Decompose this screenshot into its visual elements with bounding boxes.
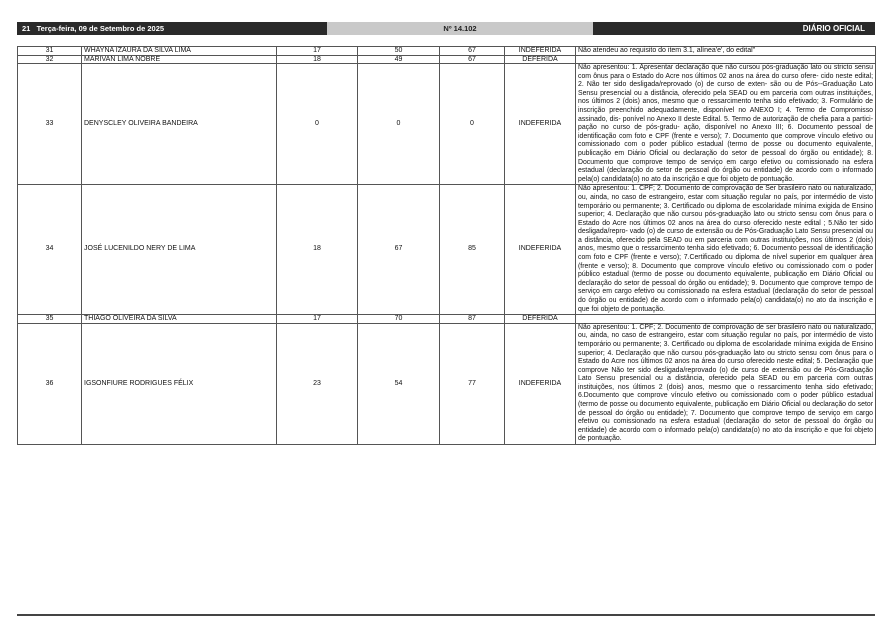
- score-a: 17: [277, 315, 358, 324]
- candidate-name: IGSONFIURE RODRIGUES FÉLIX: [82, 323, 277, 444]
- status: INDEFERIDA: [505, 185, 576, 315]
- candidate-name: JOSÉ LUCENILDO NERY DE LIMA: [82, 185, 277, 315]
- score-b: 54: [358, 323, 440, 444]
- score-b: 49: [358, 55, 440, 64]
- row-number: 34: [18, 185, 82, 315]
- observation: Não apresentou: 1. Apresentar declaração que não cursou pós-graduação lato ou stricto sensu com ônus para o Estado do Acre nos últimos 02 anos na área do curso ofere- cido neste edital; 2. Não ter sido desligada/reprovado (o) de curso de exten- são ou de Pós--Graduação Lato Sensu presencial ou a distância, oferecido pela SEAD ou em parceria com outras instituições, nos últimos 2 (dois) anos, mesmo que o ressarcimento tenha sido efetivado; 3. Formulário de inscrição preenchido adequadamente, disponível no ANEXO I; 4. Termo de Compromisso assinado, dis- ponível no Anexo II deste Edital. 5. Termo de autorização de chefia para a partici- pação no curso de pós-gradu- ação, disponível no Anexo III; 6. Documento pessoal de identificação com foto e CPF (frente e verso); 7. Documento que comprove vínculo efetivo ou comissionado com o poder público estadual (termo de posse ou documento equivalente, publicação em Diário Oficial ou declaração do setor de pessoal do órgão ou entidade); 8. Documento que comprove tempo de serviço em cargo efetivo ou comissionado na esfera estadual (declaração do setor de pessoal do órgão ou entidade) de acordo com o informado pela(o) candidata(o) no ato da inscrição e que foi objeto de pontuação.: [576, 64, 876, 185]
- score-b: 67: [358, 185, 440, 315]
- score-b: 50: [358, 47, 440, 56]
- score-total: 67: [440, 55, 505, 64]
- row-number: 35: [18, 315, 82, 324]
- candidate-name: DENYSCLEY OLIVEIRA BANDEIRA: [82, 64, 277, 185]
- score-a: 17: [277, 47, 358, 56]
- status: INDEFERIDA: [505, 64, 576, 185]
- table-row: [18, 55, 876, 64]
- row-number: 31: [18, 47, 82, 56]
- score-total: 85: [440, 185, 505, 315]
- status: DEFERIDA: [505, 55, 576, 64]
- table-row: [18, 47, 876, 56]
- header-left: [22, 24, 164, 33]
- status: DEFERIDA: [505, 315, 576, 324]
- publication-title: DIÁRIO OFICIAL: [802, 24, 865, 33]
- row-number: 33: [18, 64, 82, 185]
- score-b: 70: [358, 315, 440, 324]
- score-total: 87: [440, 315, 505, 324]
- score-total: 0: [440, 64, 505, 185]
- page-header: [17, 22, 875, 35]
- observation: Não apresentou: 1. CPF; 2. Documento de comprovação de ser brasileiro nato ou naturalizado, ou, ainda, no caso de estrangeiro, estar com situação regular no país, por intermédio de visto temporário ou permanente; 3. Certificado ou diploma de escolaridade mínima exigida de Ensino superior; 4. Declaração que não cursou pós-graduação lato ou stricto sensu com ônus para o Estado do Acre nos últimos 02 anos na área do curso oferecido neste edital; 5. Declaração que comprove Não ter sido desligada/reprovado (o) de curso de extensão ou de Pós-Graduação Lato Sensu presencial ou a distância, oferecido pela SEAD ou em parceria com outras instituições, nos últimos 2 (dois) anos, mesmo que o ressarcimento tenha sido efetivado; 6.Documento que comprove vínculo efetivo ou comissionado com o poder público estadual (termo de posse ou documento equivalente, publicação em Diário Oficial ou declaração do setor de pessoal do órgão ou entidade); 7. Documento que comprove tempo de serviço em cargo efetivo ou comissionado na esfera estadual (declaração do setor de pessoal do órgão ou entidade) de acordo com o informado pela(o) candidata(o) no ato da inscrição e que foi objeto de pontuação.: [576, 323, 876, 444]
- table-row: [18, 185, 876, 315]
- score-total: 77: [440, 323, 505, 444]
- observation: Não atendeu ao requisito do item 3.1, alínea'e', do edital": [576, 47, 876, 56]
- score-a: 18: [277, 55, 358, 64]
- footer-rule: [17, 614, 875, 616]
- observation: Não apresentou: 1. CPF; 2. Documento de comprovação de Ser brasileiro nato ou naturalizado, ou, ainda, no caso de estrangeiro, estar com situação regular no país, por intermédio de visto temporário ou permanente; 3. Certificado ou diploma de escolaridade mínima exigida de Ensino superior; 4. Declaração que não cursou pós-graduação lato ou stricto sensu com ônus para o Estado do Acre nos últimos 02 anos na área do curso oferecido neste edital ; 5.Não ter sido desligada/repro- vado (o) de curso de extensão ou de Pós-Graduação Lato Sensu presencial ou a distância, oferecido pela SEAD ou em parceria com outras instituições, nos últimos 2 (dois) anos, mesmo que o ressarcimento tenha sido efetivado; 6. Documento pessoal de identificação com foto e CPF (frente e verso); 7.Certificado ou diploma de nível superior em qualquer área (frente e verso); 8. Documento que comprove vínculo efetivo ou comissionado com o poder público estadual (termo de posse ou documento equivalente, publicação em Diário Oficial ou declaração do setor de pessoal do órgão ou entidade); 9. Documento que comprove tempo de serviço em cargo efetivo ou comissionado na esfera estadual (declaração do setor de pessoal do órgão ou entidade) de acordo com o informado pela(o) candidata(o) no ato da inscrição e que foi objeto de pontuação.: [576, 185, 876, 315]
- row-number: 32: [18, 55, 82, 64]
- table-row: [18, 64, 876, 185]
- observation: [576, 315, 876, 324]
- page-number: 21: [22, 24, 31, 33]
- candidate-name: THIAGO OLIVEIRA DA SILVA: [82, 315, 277, 324]
- results-table: [17, 46, 876, 445]
- candidate-name: WHAYNA IZAURA DA SILVA LIMA: [82, 47, 277, 56]
- status: INDEFERIDA: [505, 323, 576, 444]
- issue-number: Nº 14.102: [327, 22, 593, 35]
- status: INDEFERIDA: [505, 47, 576, 56]
- score-a: 23: [277, 323, 358, 444]
- candidate-name: MARIVAN LIMA NOBRE: [82, 55, 277, 64]
- table-row: [18, 315, 876, 324]
- row-number: 36: [18, 323, 82, 444]
- table-row: [18, 323, 876, 444]
- score-a: 0: [277, 64, 358, 185]
- score-b: 0: [358, 64, 440, 185]
- observation: [576, 55, 876, 64]
- publication-date: Terça-feira, 09 de Setembro de 2025: [36, 24, 165, 33]
- score-total: 67: [440, 47, 505, 56]
- score-a: 18: [277, 185, 358, 315]
